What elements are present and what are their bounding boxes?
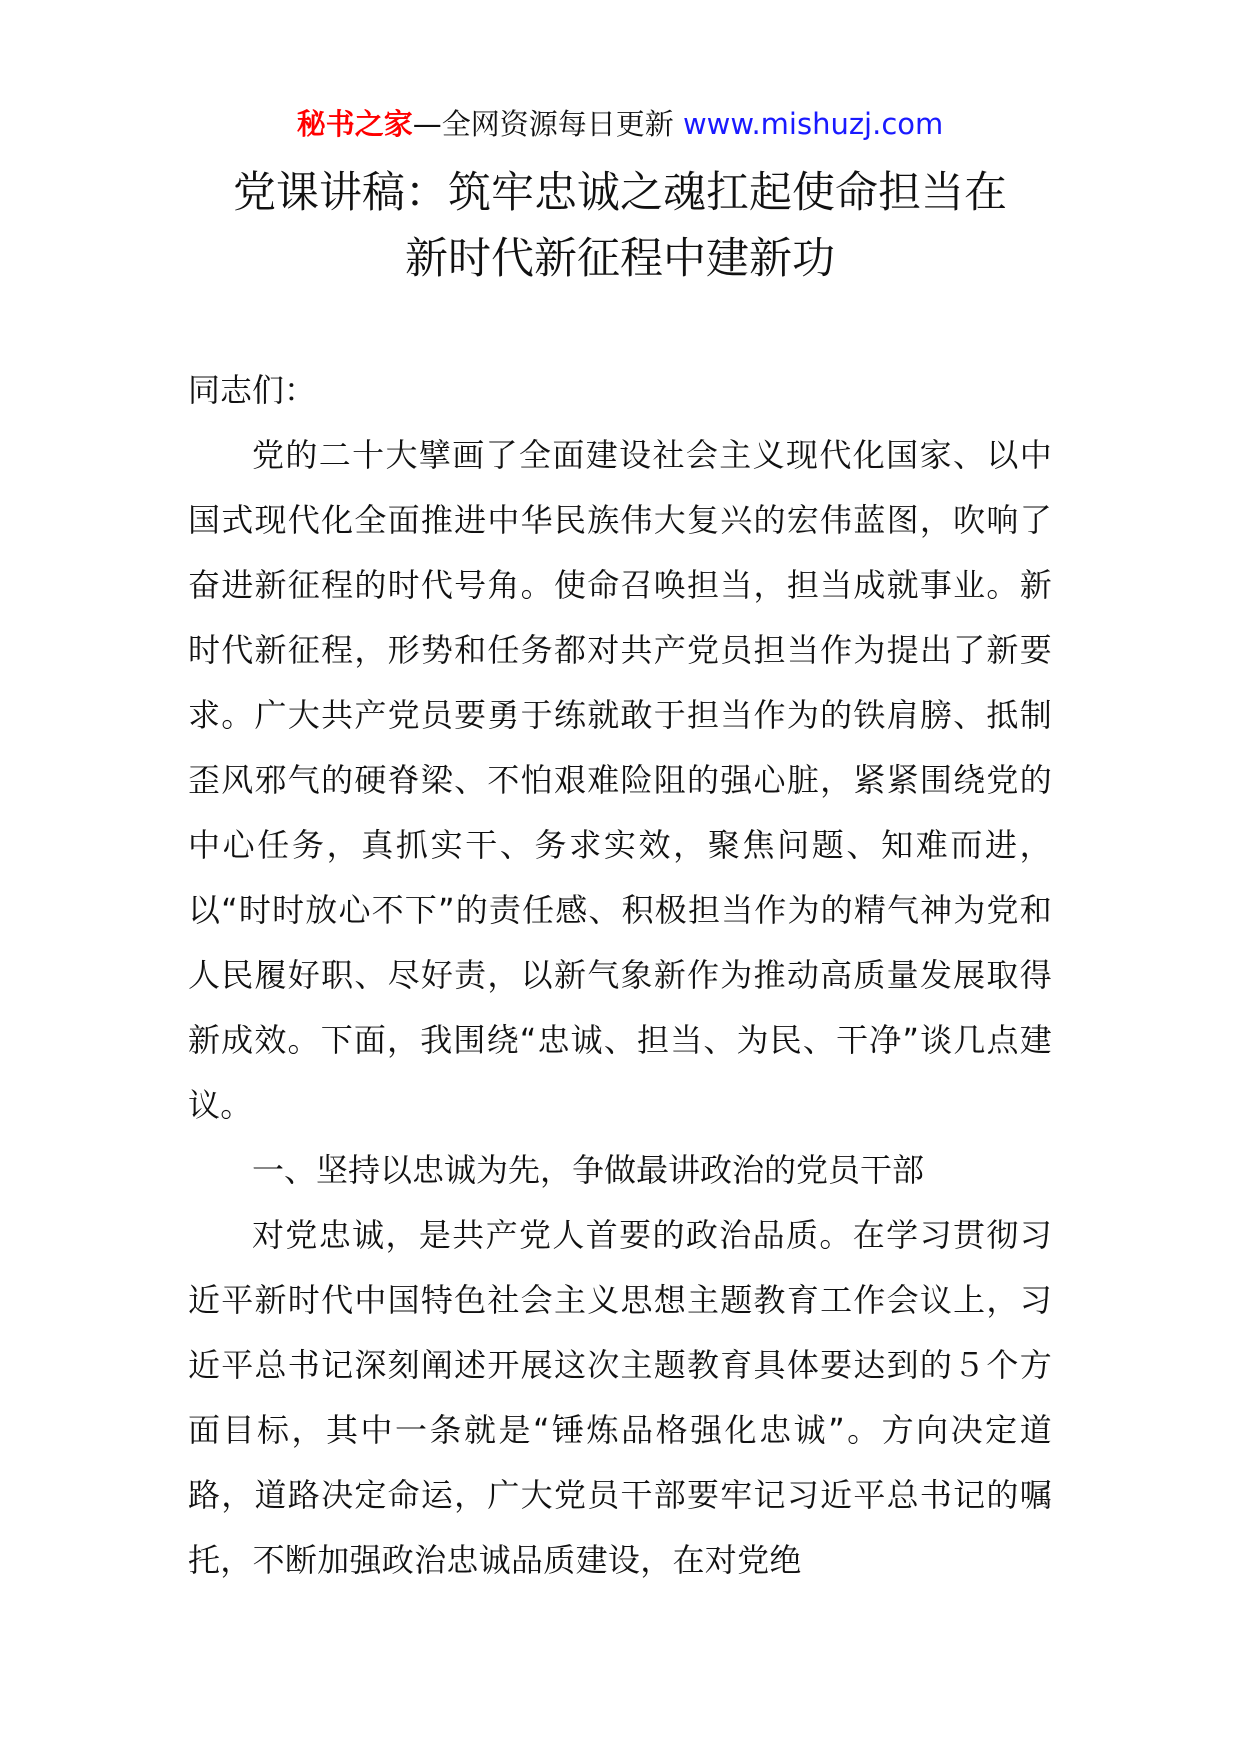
banner-url-link[interactable]: www.mishuzj.com <box>682 107 944 141</box>
paragraph-intro: 党的二十大擘画了全面建设社会主义现代化国家、以中国式现代化全面推进中华民族伟大复兴的宏伟蓝图，吹响了奋进新征程的时代号角。使命召唤担当，担当成就事业。新时代新征程，形势和任务都对共产党员担当作为提出了新要求。广大共产党员要勇于练就敢于担当作为的铁肩膀、抵制歪风邪气的硬脊梁、不怕艰难险阻的强心脏，紧紧围绕党的中心任务，真抓实干、务求实效，聚焦问题、知难而进，以“时时放心不下”的责任感、积极担当作为的精气神为党和人民履好职、尽好责，以新气象新作为推动高质量发展取得新成效。下面，我围绕“忠诚、担当、为民、干净”谈几点建议。 <box>188 436 1052 1124</box>
document-body <box>188 358 1052 1593</box>
section-heading-1: 一、坚持以忠诚为先，争做最讲政治的党员干部 <box>252 1151 925 1189</box>
title-line-1: 党课讲稿：筑牢忠诚之魂扛起使命担当在 <box>233 168 1007 218</box>
brand-name: 秘书之家 <box>296 107 413 141</box>
salutation: 同志们： <box>188 371 317 409</box>
title-line-2: 新时代新征程中建新功 <box>405 234 835 284</box>
document-title <box>0 160 1240 292</box>
site-banner <box>0 104 1240 144</box>
banner-tagline: —全网资源每日更新 <box>412 107 683 141</box>
paragraph-loyalty: 对党忠诚，是共产党人首要的政治品质。在学习贯彻习近平新时代中国特色社会主义思想主题教育工作会议上，习近平总书记深刻阐述开展这次主题教育具体要达到的５个方面目标，其中一条就是“锤炼品格强化忠诚”。方向决定道路，道路决定命运，广大党员干部要牢记习近平总书记的嘱托，不断加强政治忠诚品质建设，在对党绝 <box>188 1216 1052 1579</box>
